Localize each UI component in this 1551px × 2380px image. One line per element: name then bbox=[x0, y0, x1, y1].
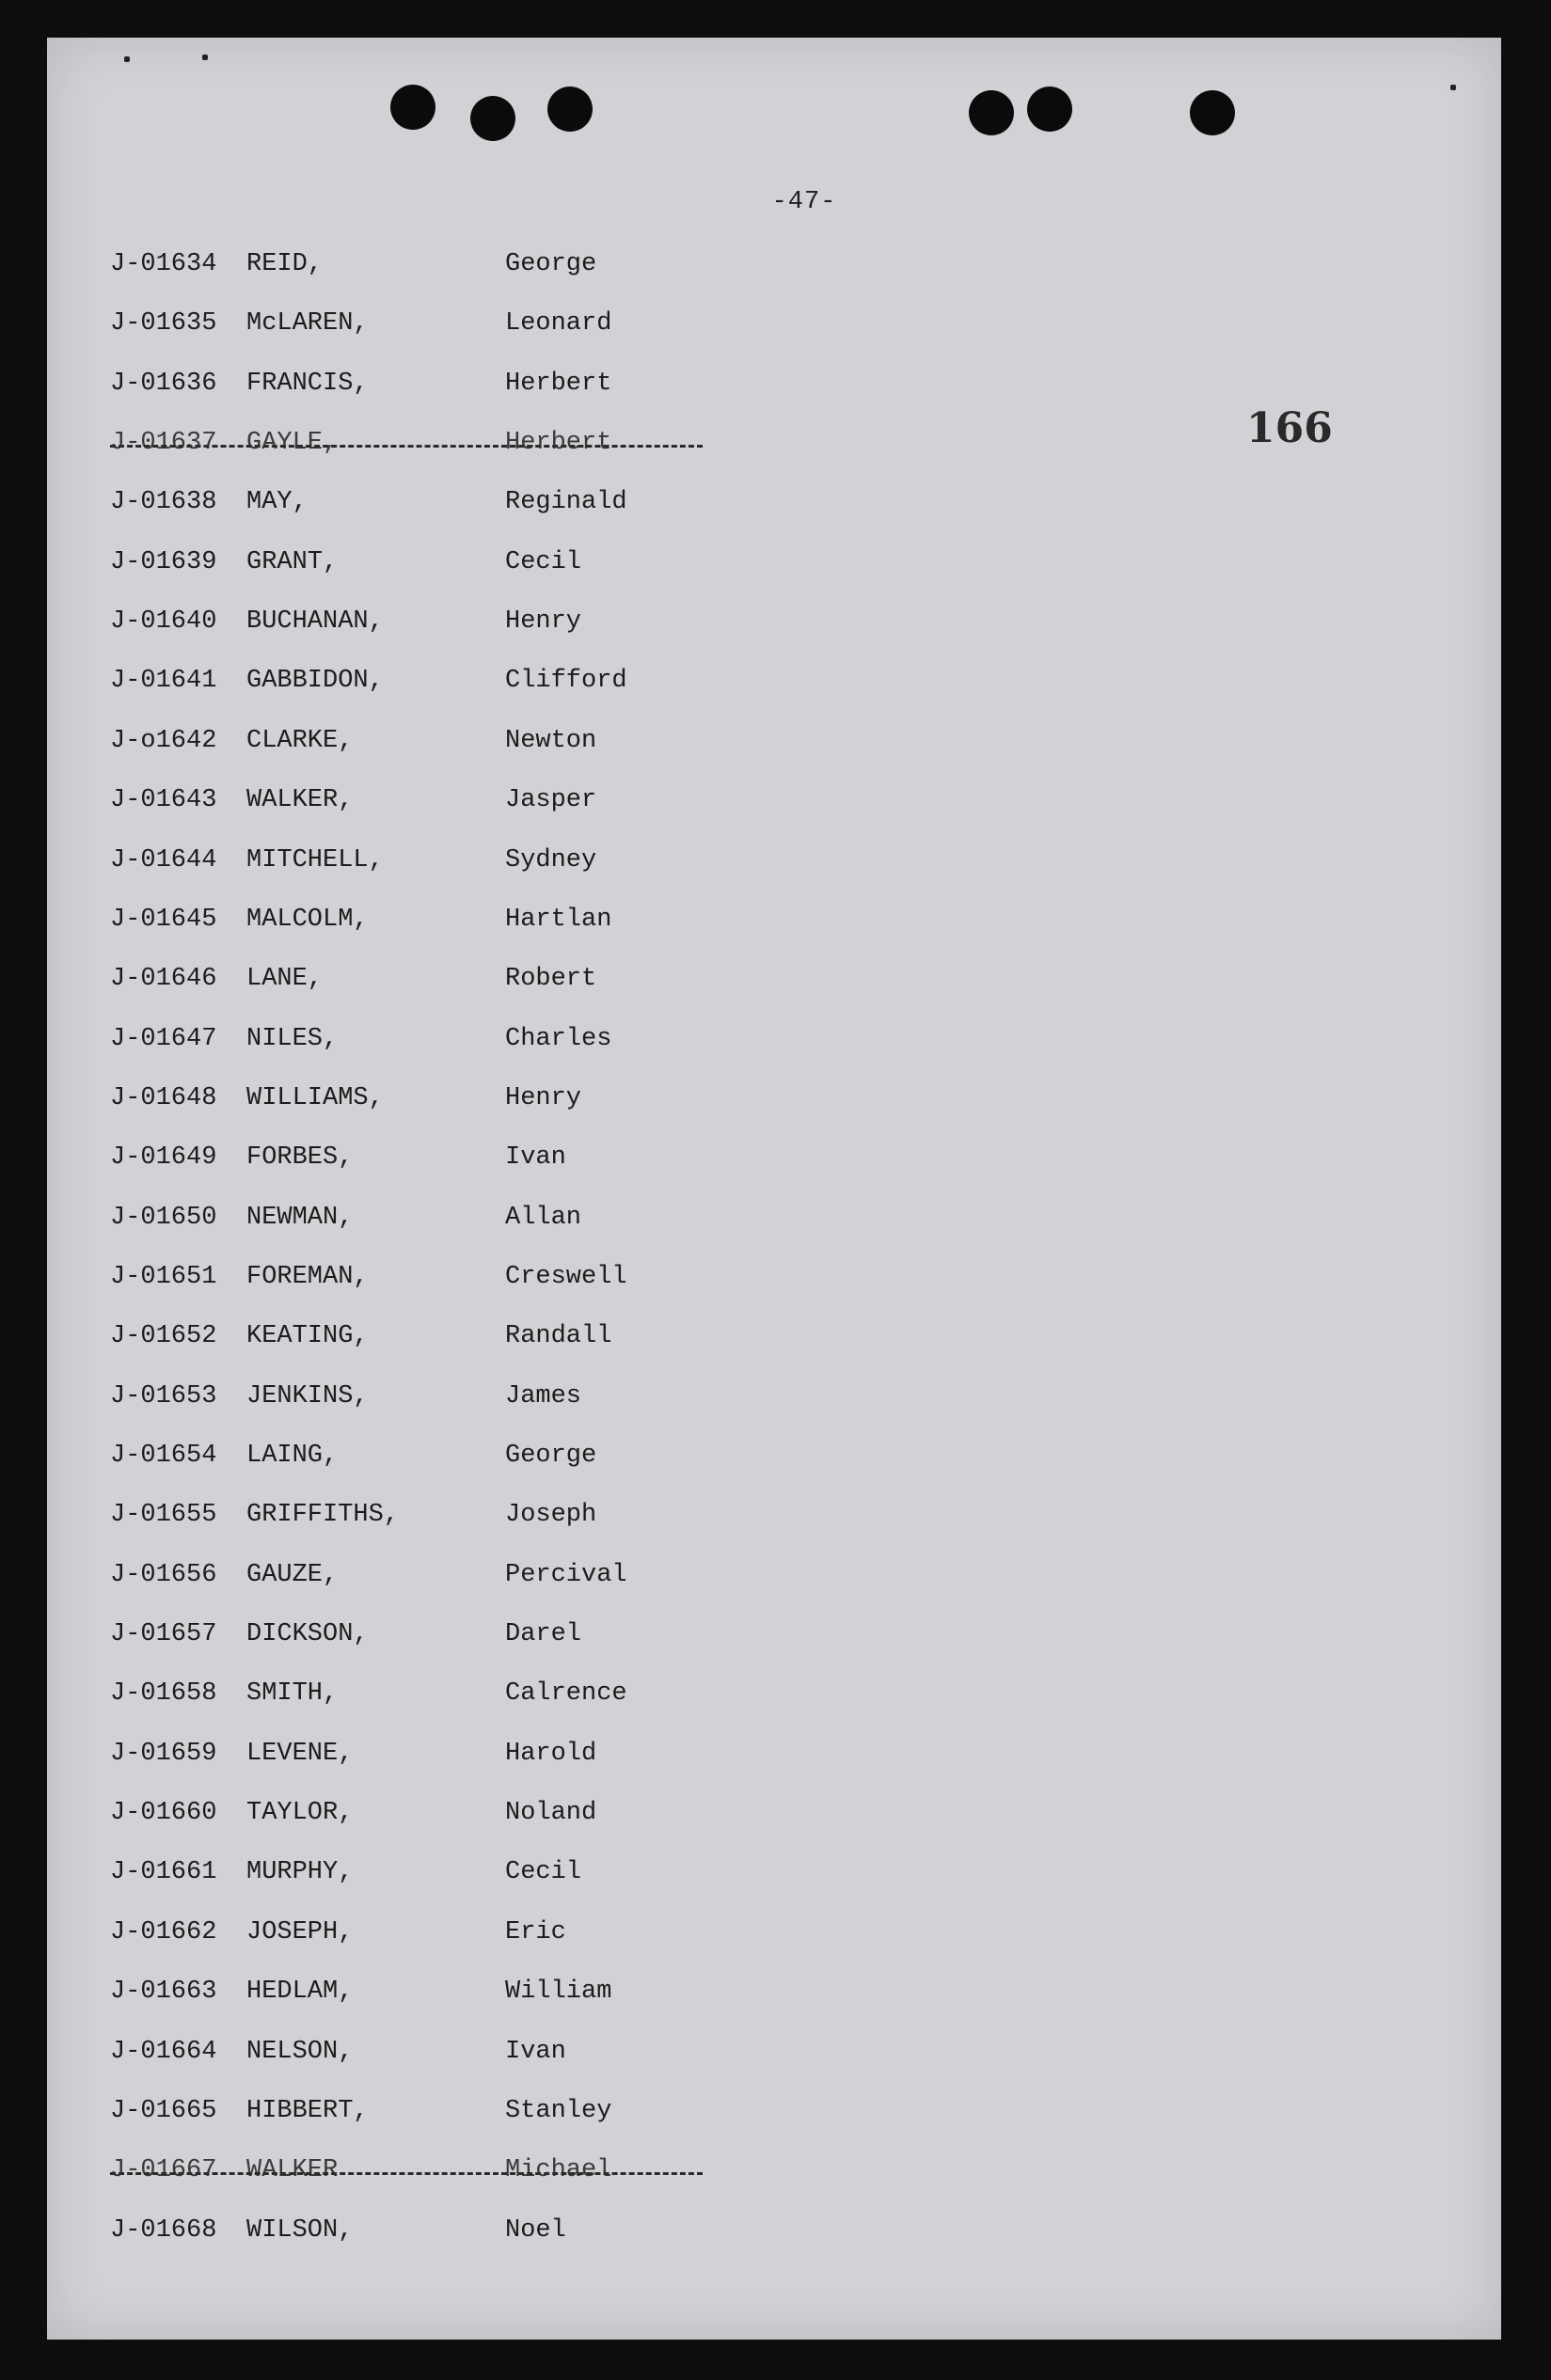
entry-surname: MURPHY, bbox=[246, 1858, 354, 1886]
list-item bbox=[110, 1679, 768, 1717]
entry-given-name: Henry bbox=[505, 1084, 582, 1112]
entry-given-name: Calrence bbox=[505, 1679, 627, 1708]
entry-number: J-01641 bbox=[110, 667, 217, 695]
entry-number: J-o1642 bbox=[110, 727, 217, 755]
strike-through-line bbox=[110, 2172, 703, 2175]
list-item bbox=[110, 1322, 768, 1360]
entry-surname: BUCHANAN, bbox=[246, 607, 384, 636]
entry-given-name: Creswell bbox=[505, 1263, 627, 1291]
list-item bbox=[110, 1204, 768, 1241]
entry-surname: LAING, bbox=[246, 1442, 339, 1470]
entry-given-name: Leonard bbox=[505, 309, 612, 338]
list-item bbox=[110, 667, 768, 704]
entry-given-name: Cecil bbox=[505, 548, 582, 576]
entry-given-name: Henry bbox=[505, 607, 582, 636]
entry-given-name: William bbox=[505, 1978, 612, 2006]
list-item bbox=[110, 786, 768, 824]
entry-surname: KEATING, bbox=[246, 1322, 369, 1350]
entry-given-name: Ivan bbox=[505, 1143, 566, 1172]
entry-given-name: Allan bbox=[505, 1204, 582, 1232]
entry-number: J-01659 bbox=[110, 1740, 217, 1768]
entry-surname: TAYLOR, bbox=[246, 1799, 354, 1827]
entry-surname: WALKER bbox=[246, 2156, 339, 2184]
entry-number: J-01635 bbox=[110, 309, 217, 338]
list-item bbox=[110, 1620, 768, 1658]
entry-surname: GABBIDON, bbox=[246, 667, 384, 695]
list-item bbox=[110, 488, 768, 526]
list-item bbox=[110, 2097, 768, 2135]
entry-number: J-01637 bbox=[110, 429, 217, 457]
entry-number: J-01656 bbox=[110, 1561, 217, 1589]
entry-surname: LEVENE, bbox=[246, 1740, 354, 1768]
entry-number: J-01658 bbox=[110, 1679, 217, 1708]
list-item bbox=[110, 1740, 768, 1777]
entry-given-name: Jasper bbox=[505, 786, 597, 814]
entry-surname: DICKSON, bbox=[246, 1620, 369, 1648]
list-item bbox=[110, 1025, 768, 1063]
entry-surname: NELSON, bbox=[246, 2038, 354, 2066]
list-item bbox=[110, 1858, 768, 1896]
entry-number: J-01639 bbox=[110, 548, 217, 576]
entry-given-name: Stanley bbox=[505, 2097, 612, 2125]
list-item bbox=[110, 607, 768, 645]
entry-number: J-01660 bbox=[110, 1799, 217, 1827]
entry-given-name: Reginald bbox=[505, 488, 627, 516]
entry-number: J-01649 bbox=[110, 1143, 217, 1172]
entry-surname: HIBBERT, bbox=[246, 2097, 369, 2125]
entry-number: J-01634 bbox=[110, 250, 217, 278]
list-item bbox=[110, 429, 768, 466]
entry-surname: JENKINS, bbox=[246, 1382, 369, 1411]
entry-given-name: George bbox=[505, 1442, 597, 1470]
entry-given-name: Newton bbox=[505, 727, 597, 755]
entry-number: J-01652 bbox=[110, 1322, 217, 1350]
list-item bbox=[110, 1442, 768, 1479]
entry-surname: NILES, bbox=[246, 1025, 339, 1053]
entry-given-name: Joseph bbox=[505, 1501, 597, 1529]
entry-given-name: Sydney bbox=[505, 846, 597, 875]
entry-number: J-01638 bbox=[110, 488, 217, 516]
stamp-number: 166 bbox=[1246, 404, 1333, 452]
list-item bbox=[110, 1799, 768, 1836]
entry-number: J-01647 bbox=[110, 1025, 217, 1053]
entry-number: J-01651 bbox=[110, 1263, 217, 1291]
entry-number: J-01655 bbox=[110, 1501, 217, 1529]
entry-given-name: Herbert bbox=[505, 370, 612, 398]
entry-surname: MAY, bbox=[246, 488, 308, 516]
entry-given-name: Randall bbox=[505, 1322, 612, 1350]
entry-number: J-01654 bbox=[110, 1442, 217, 1470]
list-item bbox=[110, 250, 768, 288]
entry-number: J-01667 bbox=[110, 2156, 217, 2184]
list-item bbox=[110, 965, 768, 1002]
entry-surname: McLAREN, bbox=[246, 309, 369, 338]
page-number: -47- bbox=[771, 188, 837, 216]
entry-given-name: Robert bbox=[505, 965, 597, 993]
entry-number: J-01657 bbox=[110, 1620, 217, 1648]
entry-surname: JOSEPH, bbox=[246, 1918, 354, 1947]
entry-surname: WALKER, bbox=[246, 786, 354, 814]
entry-surname: WILSON, bbox=[246, 2216, 354, 2245]
entry-surname: GRANT, bbox=[246, 548, 339, 576]
entry-number: J-01646 bbox=[110, 965, 217, 993]
entry-surname: FORBES, bbox=[246, 1143, 354, 1172]
list-item bbox=[110, 846, 768, 884]
entry-surname: GAYLE, bbox=[246, 429, 339, 457]
entry-number: J-01664 bbox=[110, 2038, 217, 2066]
list-item bbox=[110, 548, 768, 586]
entry-number: J-01663 bbox=[110, 1978, 217, 2006]
list-item bbox=[110, 370, 768, 407]
entry-surname: SMITH, bbox=[246, 1679, 339, 1708]
entry-given-name: Clifford bbox=[505, 667, 627, 695]
entry-surname: CLARKE, bbox=[246, 727, 354, 755]
entry-given-name: Noland bbox=[505, 1799, 597, 1827]
list-item bbox=[110, 2216, 768, 2254]
list-item bbox=[110, 1561, 768, 1599]
entry-number: J-01650 bbox=[110, 1204, 217, 1232]
entry-given-name: James bbox=[505, 1382, 582, 1411]
entry-number: J-01643 bbox=[110, 786, 217, 814]
entry-given-name: Hartlan bbox=[505, 906, 612, 934]
entry-surname: FOREMAN, bbox=[246, 1263, 369, 1291]
entry-given-name: Harold bbox=[505, 1740, 597, 1768]
entry-surname: GAUZE, bbox=[246, 1561, 339, 1589]
entry-surname: FRANCIS, bbox=[246, 370, 369, 398]
entry-number: J-01665 bbox=[110, 2097, 217, 2125]
list-item bbox=[110, 906, 768, 943]
entry-given-name: Percival bbox=[505, 1561, 627, 1589]
strike-through-line bbox=[110, 445, 703, 448]
entry-number: J-01644 bbox=[110, 846, 217, 875]
entry-given-name: Michael bbox=[505, 2156, 612, 2184]
entry-number: J-01662 bbox=[110, 1918, 217, 1947]
entry-given-name: Noel bbox=[505, 2216, 566, 2245]
list-item bbox=[110, 1918, 768, 1956]
list-item bbox=[110, 727, 768, 764]
entry-number: J-01640 bbox=[110, 607, 217, 636]
entry-number: J-01645 bbox=[110, 906, 217, 934]
list-item bbox=[110, 1978, 768, 2015]
list-item bbox=[110, 1382, 768, 1420]
entry-given-name: Cecil bbox=[505, 1858, 582, 1886]
entry-surname: MALCOLM, bbox=[246, 906, 369, 934]
entry-given-name: George bbox=[505, 250, 597, 278]
entry-given-name: Charles bbox=[505, 1025, 612, 1053]
entry-surname: WILLIAMS, bbox=[246, 1084, 384, 1112]
entry-surname: LANE, bbox=[246, 965, 324, 993]
entry-surname: MITCHELL, bbox=[246, 846, 384, 875]
entry-given-name: Eric bbox=[505, 1918, 566, 1947]
entry-number: J-01661 bbox=[110, 1858, 217, 1886]
entry-number: J-01668 bbox=[110, 2216, 217, 2245]
entry-surname: NEWMAN, bbox=[246, 1204, 354, 1232]
entry-given-name: Herbert bbox=[505, 429, 612, 457]
entry-given-name: Ivan bbox=[505, 2038, 566, 2066]
entry-number: J-01648 bbox=[110, 1084, 217, 1112]
entry-surname: REID, bbox=[246, 250, 324, 278]
list-item bbox=[110, 1263, 768, 1300]
list-item bbox=[110, 1143, 768, 1181]
list-item bbox=[110, 2038, 768, 2075]
entry-given-name: Darel bbox=[505, 1620, 582, 1648]
entry-surname: GRIFFITHS, bbox=[246, 1501, 400, 1529]
list-item bbox=[110, 2156, 768, 2194]
entry-surname: HEDLAM, bbox=[246, 1978, 354, 2006]
list-item bbox=[110, 1084, 768, 1122]
entry-number: J-01636 bbox=[110, 370, 217, 398]
list-item bbox=[110, 309, 768, 347]
entry-number: J-01653 bbox=[110, 1382, 217, 1411]
list-item bbox=[110, 1501, 768, 1538]
